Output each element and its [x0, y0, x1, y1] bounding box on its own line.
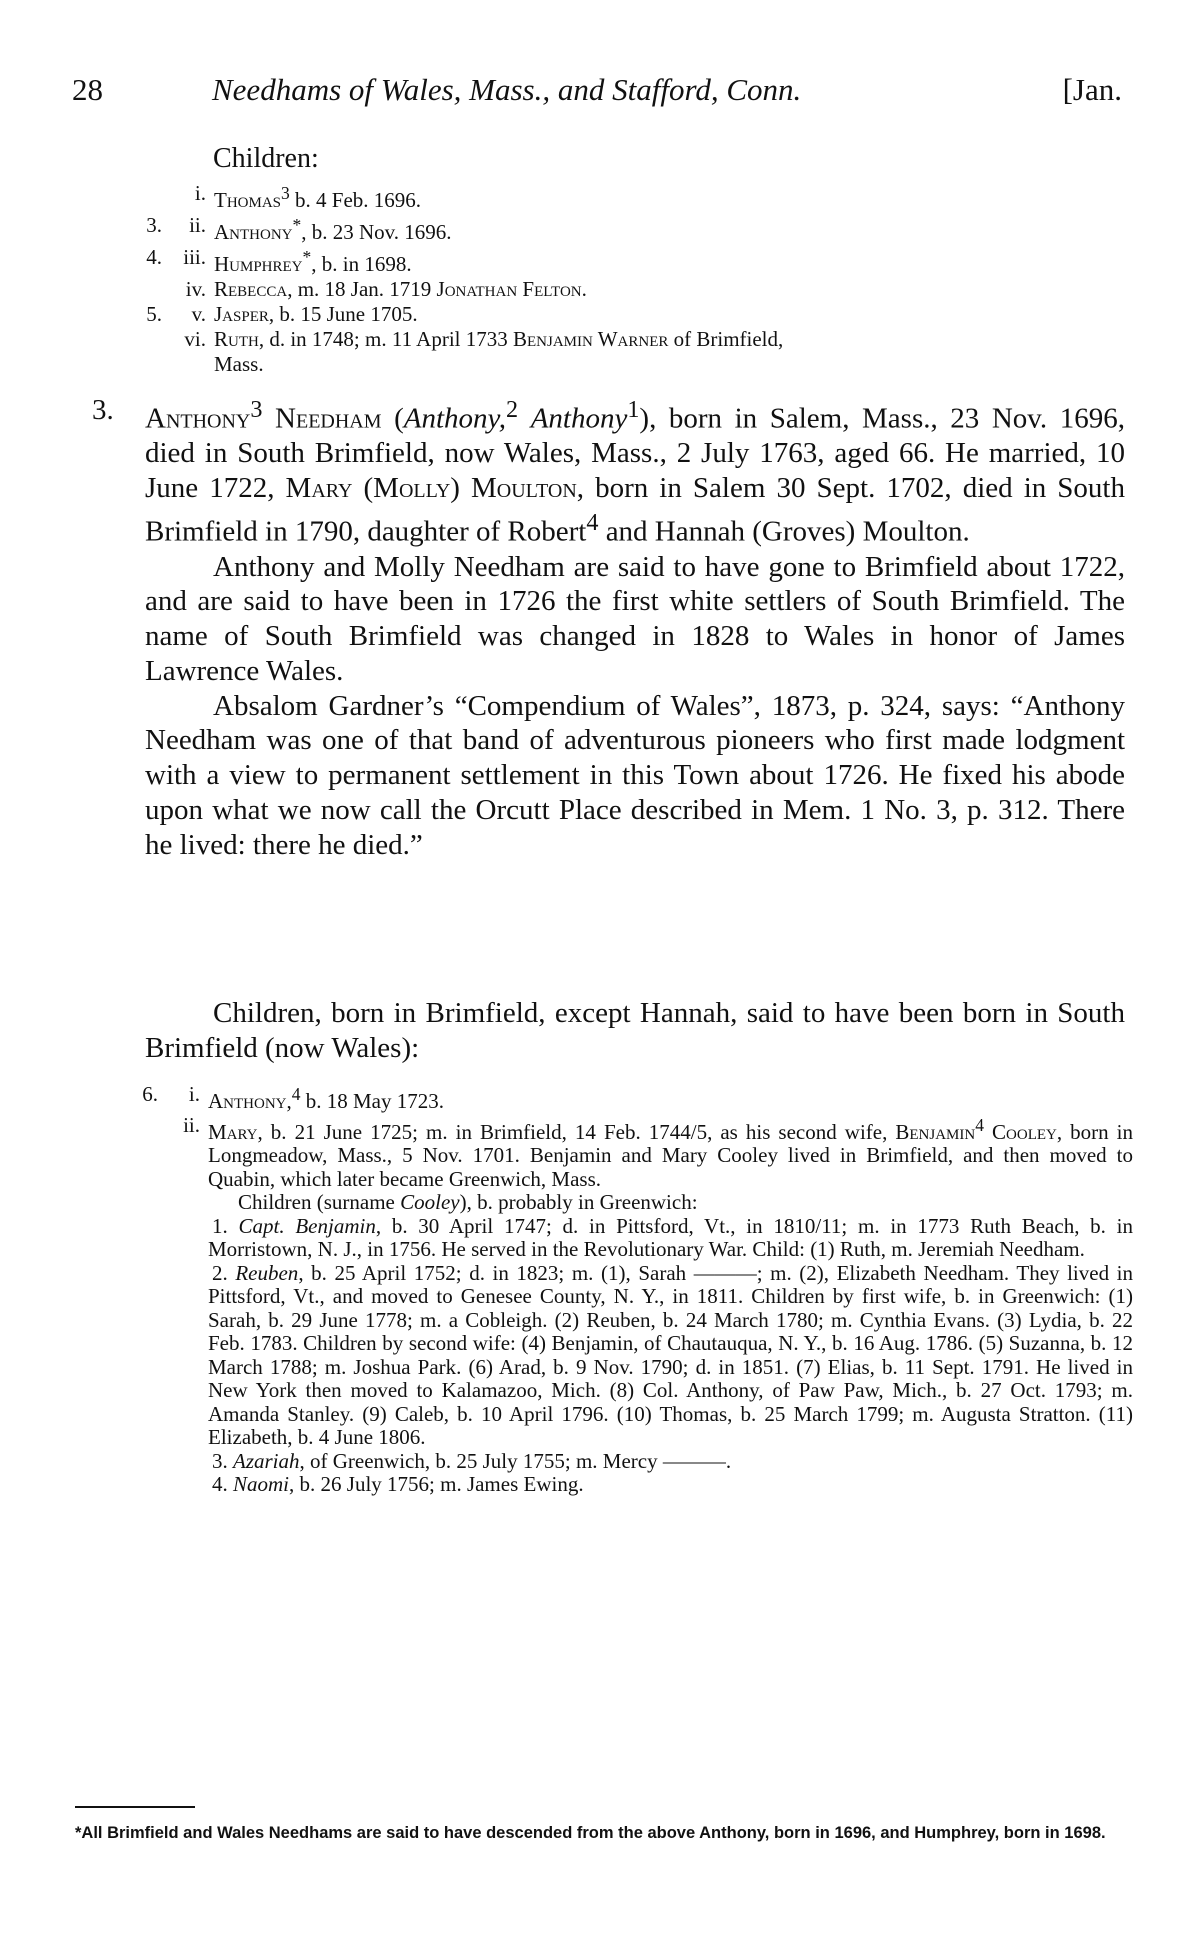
quotation-paragraph: Absalom Gardner’s “Compendium of Wales”, 1873, p. 324, says: “Anthony Needham was one of that band of adventurous pioneers who first made lodgment with a view to permanent settlement in this Town about 1726. He fixed his abode upon what we now call the Orcutt Place described in Mem. 1 No. 3, p. 312. There he lived: there he died.”: [145, 689, 1125, 861]
child-name: Jasper: [214, 302, 269, 326]
spouse-name: Mary (Molly) Moulton: [285, 472, 577, 505]
entry-paragraph: Anthony$^3$ Needham (Anthony,$^2$ Anthony$^1$), born in Salem, Mass., 23 Nov. 1696, died in South Brimfield, now Wales, Mass., 2 July 1763, aged 66. He married, 10 June 1722, Mary (Molly) Moulton, born in Salem 30 Sept. 1702, died in South Brimfield in 1790, daughter of Robert$^4$ and Hannah (Groves) Moulton.: [145, 396, 1125, 548]
child-name: Humphrey: [214, 252, 303, 276]
children-list-generation-2: [128, 181, 1128, 377]
child-name: Ruth: [214, 327, 259, 351]
children-heading: Children:: [213, 143, 319, 174]
child-name: Mary: [208, 1119, 258, 1144]
child-name: Thomas: [214, 188, 282, 212]
grandchildren-heading: Children (surname Cooley), b. probably in Greenwich:: [238, 1190, 698, 1214]
children-list-generation-4: [128, 1083, 1133, 1497]
spouse-name: Jonathan Felton: [436, 277, 582, 301]
subject-name: Anthony: [145, 402, 251, 435]
child-name: Anthony: [214, 220, 293, 244]
footnote-divider: [75, 1806, 195, 1808]
list-item: iv. Rebecca, m. 18 Jan. 1719 Jonathan Felton.: [185, 277, 587, 301]
entry-number: 3.: [92, 394, 114, 426]
entry-paragraph: Anthony and Molly Needham are said to have gone to Brimfield about 1722, and are said to have been in 1726 the first white settlers of South Brimfield. The name of South Brimfield was changed in 1828 to Wales in honor of James Lawrence Wales.: [145, 550, 1125, 687]
running-title: Needhams of Wales, Mass., and Stafford, Conn.: [212, 72, 802, 107]
child-name: Rebecca: [214, 277, 288, 301]
grandchild-item: 3. Azariah, of Greenwich, b. 25 July 1755; m. Mercy ———.: [212, 1448, 732, 1473]
spouse-name: Benjamin Warner: [513, 327, 669, 351]
children-intro: Children, born in Brimfield, except Hannah, said to have been born in South Brimfield (now Wales):: [145, 997, 1125, 1064]
grandchild-item: 2. Reuben, b. 25 April 1752; d. in 1823; m. (1), Sarah ———; m. (2), Elizabeth Needham. They lived in Pittsford, Vt., and moved to Genesee County, N. Y., in 1811. Children by first wife, b. in Greenwich: (1) Sarah, b. 29 June 1778; m. a Cobleigh. (2) Reuben, b. 24 March 1780; m. Cynthia Evans. (3) Lydia, b. 22 Feb. 1783. Children by second wife: (4) Benjamin, of Chautauqua, N. Y., b. 16 Aug. 1786. (5) Suzanna, b. 12 March 1788; m. Joshua Park. (6) Arad, b. 9 Nov. 1790; d. in 1851. (7) Elias, b. 11 Sept. 1791. He lived in New York then moved to Kalamazoo, Mich. (8) Col. Anthony, of Paw Paw, Mich., b. 27 Oct. 1793; m. Amanda Stanley. (9) Caleb, b. 10 April 1796. (10) Thomas, b. 25 March 1799; m. Augusta Stratton. (11) Elizabeth, b. 4 June 1806.: [208, 1260, 1134, 1449]
issue-month: [Jan.: [1062, 72, 1122, 107]
genealogy-entry-anthony: [92, 393, 1125, 863]
page-number: 28: [72, 72, 103, 107]
list-item: i. Thomas$^3$ b. 4 Feb. 1696.: [194, 181, 422, 212]
list-item: ii. Mary, b. 21 June 1725; m. in Brimfield, 14 Feb. 1744/5, as his second wife, Benjamin$^4$ Cooley, born in Longmeadow, Mass., 5 Nov. 1701. Benjamin and Mary Cooley lived in Brimfield, and then moved to Quabin, which later became Greenwich, Mass. Children (surname Cooley), b. probably in Greenwich: 1. Capt. Benjamin, b. 30 April 1747; d. in Pittsford, Vt., in 1810/11; m. in 1773 Ruth Beach, b. in Morristown, N. J., in 1756. He served in the Revolutionary War. Child: (1) Ruth, m. Jeremiah Needham. 2. Reuben, b. 25 April 1752; d. in 1823; m. (1), Sarah ———; m. (2), Elizabeth Needham. They lived in Pittsford, Vt., and moved to Genesee County, N. Y., in 1811. Children by first wife, b. in Greenwich: (1) Sarah, b. 29 June 1778; m. a Cobleigh. (2) Reuben, b. 24 March 1780; m. Cynthia Evans. (3) Lydia, b. 22 Feb. 1783. Children by second wife: (4) Benjamin, of Chautauqua, N. Y., b. 16 Aug. 1786. (5) Suzanna, b. 12 March 1788; m. Joshua Park. (6) Arad, b. 9 Nov. 1790; d. in 1851. (7) Elias, b. 11 Sept. 1791. He lived in New York then moved to Kalamazoo, Mich. (8) Col. Anthony, of Paw Paw, Mich., b. 27 Oct. 1793; m. Amanda Stanley. (9) Caleb, b. 10 April 1796. (10) Thomas, b. 25 March 1799; m. Augusta Stratton. (11) Elizabeth, b. 4 June 1806. 3. Azariah, of Greenwich, b. 25 July 1755; m. Mercy ———. 4. Naomi, b. 26 July 1756; m. James Ewing.: [183, 1112, 1134, 1496]
spouse-name: Benjamin: [895, 1119, 976, 1144]
list-item: vi. Ruth, d. in 1748; m. 11 April 1733 Benjamin Warner of Brimfield, Mass.: [184, 327, 784, 376]
grandchild-item: 1. Capt. Benjamin, b. 30 April 1747; d. in Pittsford, Vt., in 1810/11; m. in 1773 Ruth Beach, b. in Morristown, N. J., in 1756. He served in the Revolutionary War. Child: (1) Ruth, m. Jeremiah Needham.: [208, 1213, 1134, 1261]
list-item: 4. iii. Humphrey*, b. in 1698.: [146, 245, 412, 276]
child-name: Anthony,: [208, 1089, 292, 1113]
list-item: 3. ii. Anthony*, b. 23 Nov. 1696.: [146, 213, 452, 244]
grandchild-item: 4. Naomi, b. 26 July 1756; m. James Ewing.: [212, 1472, 584, 1496]
list-item: 6. i. Anthony,$^4$ b. 18 May 1723.: [142, 1082, 444, 1113]
list-item: 5. v. Jasper, b. 15 June 1705.: [146, 302, 418, 326]
footnote: *All Brimfield and Wales Needhams are said to have descended from the above Anthony, born in 1696, and Humphrey, born in 1698.: [75, 1824, 1106, 1842]
running-header: [72, 72, 1122, 112]
